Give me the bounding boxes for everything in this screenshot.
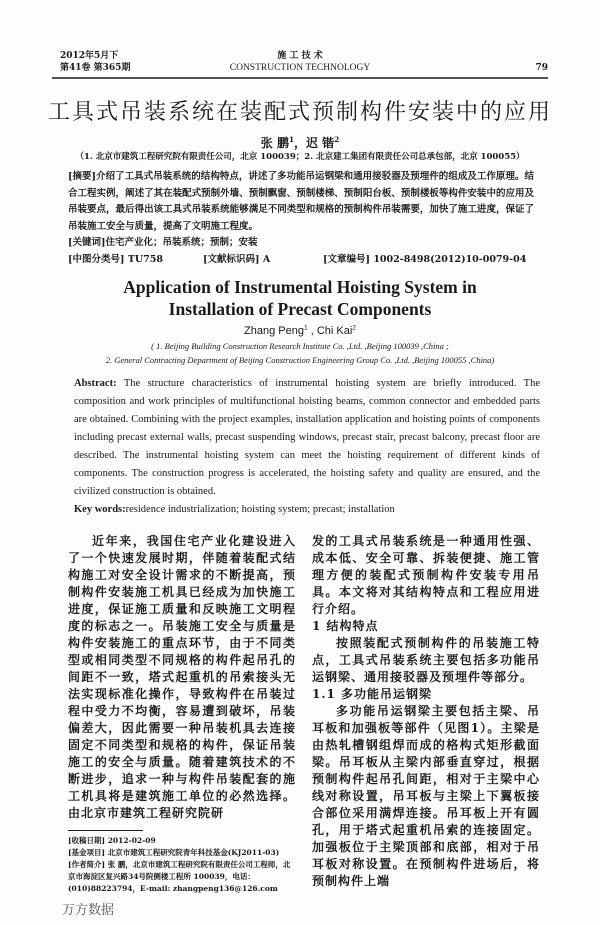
issue-info (60, 50, 130, 74)
author-en-sep: , (307, 324, 317, 337)
journal-name (202, 50, 398, 74)
authors-en (0, 323, 600, 339)
footnote-rule (68, 830, 143, 831)
affiliation-en-1: ( 1. Beijing Building Construction Research Institute Co. ,Ltd. ,Beijing 100039 ,China ; (151, 340, 449, 351)
author-en-2-mark: 2 (352, 323, 356, 331)
authors-cn (0, 135, 600, 151)
journal-name-en: CONSTRUCTION TECHNOLOGY (229, 63, 371, 73)
footnote-author: [作者简介] 张 鹏，北京市建筑工程研究院有限责任公司工程师，北京市海淀区复兴路34号院侧楼工程所 100039，电话：(010)88223794，E-mail: zhangpeng136@126.com (68, 859, 291, 893)
author-en-2: Chi Kai (316, 324, 353, 337)
abstract-cn (68, 169, 534, 252)
abstract-en-text: The structure characteristics of instrumental hoisting system are briefly introduced. The composition and work principles of multifunctional hoisting beams, common connector and embedded parts are obtained. Combining with the project examples, installation application and hoisting points of components including precast external walls, precast suspending windows, precast stair, precast balcony, precast floor are described. The instrumental hoisting system can meet the hoisting requirement of different kinds of components. The construction progress is accelerated, the hoisting safety and quality are ensured, and the civilized construction is obtained. (74, 377, 540, 497)
author-2-mark: 2 (334, 135, 340, 144)
classification-info (68, 252, 534, 268)
footnotes (68, 835, 296, 895)
author-1: 张 鹏 (260, 136, 289, 150)
body-columns (62, 533, 600, 919)
affiliation-cn: （1. 北京市建筑工程研究院有限责任公司，北京 100039；2. 北京建工集团有限责任公司总承包部，北京 100055） (75, 152, 525, 162)
author-sep: ， (293, 136, 306, 150)
issue-date: 2012年5月下 (60, 51, 119, 61)
clc-value: TU758 (127, 253, 163, 265)
keywords-cn-text: 住宅产业化；吊装系统；预制；安装 (105, 237, 258, 248)
abstract-cn-label: [摘要] (68, 171, 97, 182)
body-paragraph: 发的工具式吊装系统是一种通用性强、成本低、安全可靠、拆装便捷、施工管理方便的装配式预制构件安装专用吊具。本文将对其结构特点和工程应用进行介绍。 (312, 533, 540, 616)
section-heading: 1 结构特点 (312, 618, 379, 633)
abstract-en (74, 375, 540, 519)
footnote-fund: [基金项目] 北京市建筑工程研究院青年科技基金(KJ2011-03) (68, 847, 280, 857)
article-id-value: 1002-8498(2012)10-0079-04 (373, 253, 527, 265)
body-left-column (62, 533, 296, 919)
body-paragraph: 多功能吊运钢梁主要包括主梁、吊耳板和加强板等部件（见图1）。主梁是由热轧槽钢组焊而成的格构式矩形截面梁。吊耳板从主梁内部垂直穿过，根据预制构件起吊孔间距，相对于主梁中心线对称设置，吊耳板与主梁上下翼板接合部位采用满焊连接。吊耳板上开有圆孔，用于塔式起重机吊索的连接固定。加强板位于主梁顶部和底部，相对于吊耳板对称设置。在预制构件进场后，将预制构件上端 (312, 703, 540, 888)
watermark: 万方数据 (62, 902, 115, 918)
keywords-cn-label: [关键词] (68, 237, 106, 248)
journal-name-cn: 施 工 技 术 (277, 51, 323, 61)
page-number: 79 (535, 63, 548, 73)
article-id-label: [文章编号] (323, 253, 370, 265)
body-right-column (312, 533, 540, 919)
affiliation-en (0, 339, 600, 367)
title-en (0, 276, 600, 320)
doc-code-label: [文献标识码] (203, 253, 260, 265)
header-rule (52, 77, 548, 79)
doc-code-value: A (262, 253, 271, 265)
subsection-heading: 1.1 多功能吊运钢梁 (312, 686, 433, 701)
clc-label: [中图分类号] (68, 253, 125, 265)
title-cn: 工具式吊装系统在装配式预制构件安装中的应用 (47, 100, 552, 125)
abstract-en-label: Abstract: (74, 377, 117, 389)
author-1-mark: 1 (288, 135, 294, 144)
abstract-cn-text: 介绍了工具式吊装系统的结构特点，讲述了多功能吊运钢梁和通用接驳器及预埋件的组成及工作原理。结合工程实例，阐述了其在装配式预制外墙、预制飘窗、预制楼梯、预制阳台板、预制楼板等构件安装中的应用及吊装要点，最后得出该工具式吊装系统能够满足不同类型和规格的预制构件吊装需要，加快了施工进度，保证了吊装施工安全与质量，提高了文明施工程度。 (68, 171, 534, 232)
footnote-received: [收稿日期] 2012-02-09 (68, 835, 156, 845)
body-paragraph: 近年来，我国住宅产业化建设进入了一个快速发展时期，伴随着装配式结构施工对安全设计需求的不断提高，预制构件安装施工机具已经成为加快施工进度，保证施工质量和反映施工文明程度的标志之一。吊装施工安全与质量是构件安装施工的重点环节，由于不同类型或相同类型不同规格的构件起吊孔的间距不一致，塔式起重机的吊索接头无法实现标准化操作，导致构件在吊装过程中受力不均衡，容易遭到破坏，吊装偏差大，因此需要一种吊装机具去连接固定不同类型和规格的构件，保证吊装施工的安全与质量。随着建筑技术的不断进步，追求一种与构件吊装配套的施工机具将是建筑施工单位的必然选择。由北京市建筑工程研究院研 (68, 533, 296, 820)
title-en-line1: Application of Instrumental Hoisting System in (123, 276, 477, 297)
author-en-1-mark: 1 (303, 323, 308, 331)
keywords-en-label: Key words: (74, 503, 126, 515)
author-en-1: Zhang Peng (244, 324, 304, 337)
title-en-line2: Installation of Precast Components (168, 298, 432, 319)
author-2: 迟 锴 (306, 136, 335, 150)
keywords-en-text: residence industrialization; hoisting system; precast; installation (125, 503, 395, 515)
issue-volume: 第41卷 第365期 (60, 63, 131, 73)
body-paragraph: 按照装配式预制构件的吊装施工特点，工具式吊装系统主要包括多功能吊运钢梁、通用接驳器及预埋件等部分。 (312, 635, 540, 684)
running-header (52, 50, 548, 76)
affiliation-en-2: 2. General Contracting Department of Beijing Construction Engineering Group Co. ,Ltd. ,Beijing 100055 ,China) (105, 354, 495, 365)
